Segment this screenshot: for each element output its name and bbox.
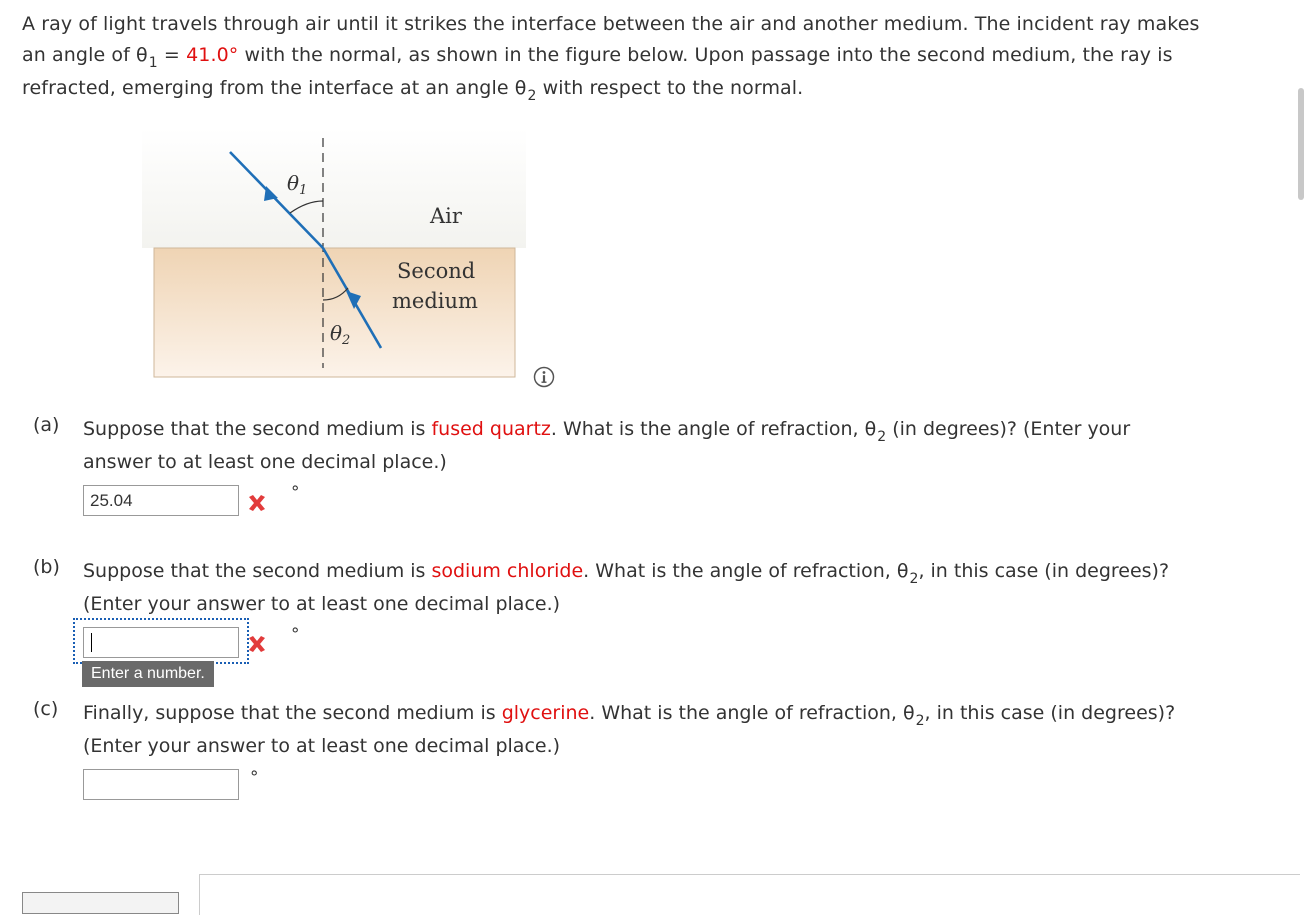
text-caret xyxy=(91,633,92,652)
intro-text: refracted, emerging from the interface at an angle θ xyxy=(22,77,527,99)
theta1-label: $\theta_1$ xyxy=(287,171,308,198)
scrollbar-thumb[interactable] xyxy=(1298,88,1304,200)
intro-text: an angle of θ xyxy=(22,44,148,66)
medium-label-line-2: medium xyxy=(392,289,478,313)
incorrect-x-icon xyxy=(246,633,268,655)
material-name: glycerine xyxy=(501,702,590,724)
question-line-2: answer to at least one decimal place.) xyxy=(83,451,447,473)
question-text xyxy=(83,414,1283,478)
question-text-segment: . What is the angle of refraction, θ xyxy=(550,418,877,440)
question-text-segment: . What is the angle of refraction, θ xyxy=(589,702,915,724)
question-text-segment: Suppose that the second medium is xyxy=(83,560,432,582)
submit-button[interactable] xyxy=(22,892,179,914)
question-line-1 xyxy=(83,556,1283,589)
question-text-segment: Finally, suppose that the second medium is xyxy=(83,702,502,724)
question-line-1 xyxy=(83,414,1283,447)
incorrect-x-icon xyxy=(246,492,268,514)
question-text xyxy=(83,698,1283,762)
validation-tooltip: Enter a number. xyxy=(82,661,214,687)
degree-unit: ° xyxy=(250,768,259,788)
refraction-figure xyxy=(142,128,526,380)
intro-text: with the normal, as shown in the figure below. Upon passage into the second medium, the ray is xyxy=(238,44,1173,66)
intro-text: with respect to the normal. xyxy=(536,77,804,99)
answer-input-c[interactable] xyxy=(83,769,239,800)
question-text-segment: Suppose that the second medium is xyxy=(83,418,432,440)
question-line-2: (Enter your answer to at least one decimal place.) xyxy=(83,593,561,615)
part-tag: (b) xyxy=(33,556,60,578)
degree-unit: ° xyxy=(291,483,300,503)
problem-statement xyxy=(22,9,1284,106)
degree-unit: ° xyxy=(291,625,300,645)
part-tag: (a) xyxy=(33,414,60,436)
subscript: 1 xyxy=(148,55,158,71)
theta2-label: $\theta_2$ xyxy=(330,321,351,348)
info-icon[interactable] xyxy=(533,366,555,388)
material-name: fused quartz xyxy=(431,418,551,440)
intro-line-1: A ray of light travels through air until it strikes the interface between the air and another medium. The incident ray makes xyxy=(22,13,1200,35)
footer-panel xyxy=(199,874,1300,915)
subscript: 2 xyxy=(909,571,919,587)
question-text xyxy=(83,556,1283,620)
part-tag: (c) xyxy=(33,698,59,720)
air-label: Air xyxy=(430,204,462,228)
intro-line-2 xyxy=(22,40,1284,73)
subscript: 2 xyxy=(915,713,925,729)
air-region xyxy=(142,128,526,248)
question-line-1 xyxy=(83,698,1283,731)
question-text-segment: , in this case (in degrees)? xyxy=(924,702,1176,724)
question-text-segment: (in degrees)? (Enter your xyxy=(886,418,1131,440)
intro-line-3 xyxy=(22,73,1284,106)
material-name: sodium chloride xyxy=(431,560,584,582)
subscript: 2 xyxy=(527,88,537,104)
incident-angle-value: 41.0° xyxy=(186,44,239,66)
answer-input-b[interactable] xyxy=(83,627,239,658)
question-text-segment: . What is the angle of refraction, θ xyxy=(583,560,909,582)
question-text-segment: , in this case (in degrees)? xyxy=(918,560,1170,582)
subscript: 2 xyxy=(877,429,887,445)
question-line-2: (Enter your answer to at least one decimal place.) xyxy=(83,735,561,757)
answer-input-a[interactable]: 25.04 xyxy=(83,485,239,516)
medium-label-line-1: Second xyxy=(397,259,476,283)
intro-text: = xyxy=(157,44,187,66)
